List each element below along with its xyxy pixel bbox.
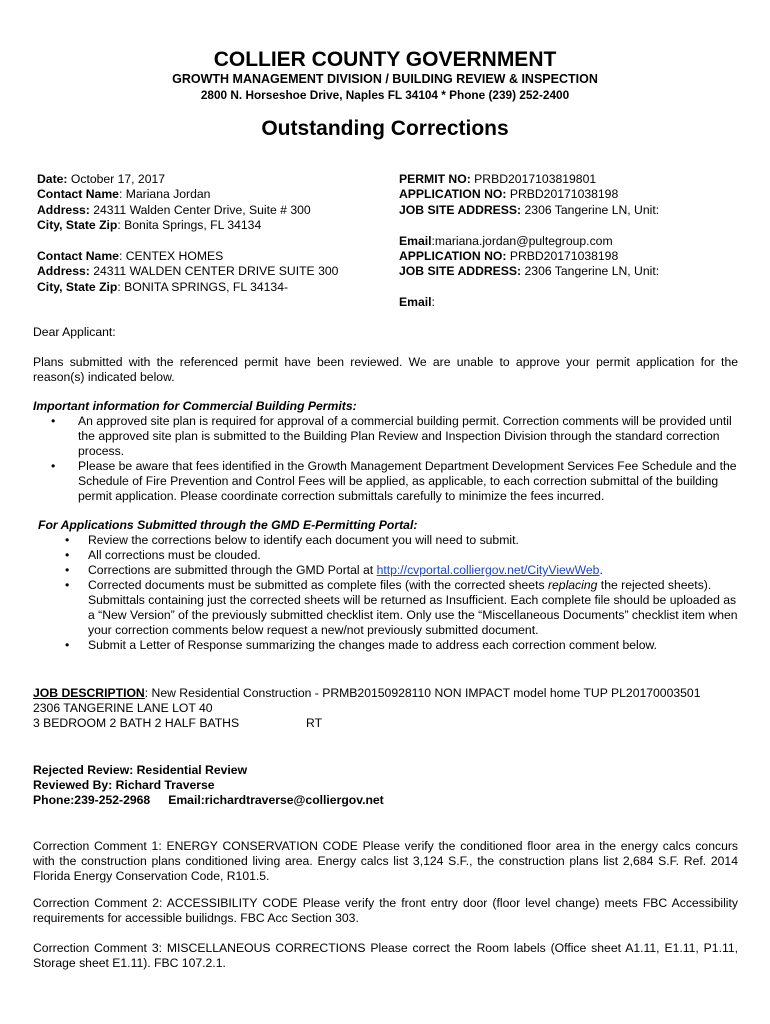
address-line bbox=[37, 264, 377, 279]
address-label: Address: bbox=[37, 264, 90, 279]
reviewer-contact bbox=[33, 793, 738, 808]
list-item-text: An approved site plan is required for approval of a commercial building permit. Correction comments will be provided until the approved site plan is submitted to the Building Plan Review and Inspection Division through the standard correction process. bbox=[78, 414, 732, 458]
application-no-label: APPLICATION NO: bbox=[399, 249, 507, 263]
list-item-text: All corrections must be clouded. bbox=[88, 548, 261, 562]
job-label: JOB DESCRIPTION bbox=[33, 686, 145, 700]
commercial-heading: Important information for Commercial Building Permits: bbox=[33, 399, 357, 413]
job-site-line bbox=[399, 264, 744, 279]
permit-no-label: PERMIT NO: bbox=[399, 172, 471, 186]
contact-block-1 bbox=[37, 172, 377, 234]
org-address: 2800 N. Horseshoe Drive, Naples FL 34104 * Phone (239) 252-2400 bbox=[200, 88, 570, 102]
application-no-value: PRBD20171038198 bbox=[506, 187, 619, 202]
list-item bbox=[38, 533, 738, 548]
contact-name-value: : CENTEX HOMES bbox=[118, 249, 224, 263]
application-no-value: PRBD20171038198 bbox=[506, 249, 619, 263]
bullet-icon: • bbox=[51, 414, 56, 428]
spacer bbox=[399, 280, 744, 295]
email-label: Email bbox=[399, 233, 432, 248]
list-item bbox=[38, 578, 738, 638]
bullet-icon: • bbox=[65, 638, 70, 652]
job-line-2: 2306 TANGERINE LANE LOT 40 bbox=[33, 701, 213, 715]
city-value: : BONITA SPRINGS, FL 34134- bbox=[117, 279, 289, 294]
bullet-icon: • bbox=[51, 459, 56, 473]
job-site-line bbox=[399, 203, 744, 218]
permit-block-2 bbox=[399, 249, 744, 311]
correction-comment-1: Correction Comment 1: ENERGY CONSERVATION CODE Please verify the conditioned floor area in the energy calcs concurs with the construction plans conditioned living area. Energy calcs list 3,124 S.F., the construction plans list 2,684 S.F. Ref. 2014 Florida Energy Conservation Code, R101.5. bbox=[33, 839, 738, 883]
list-item-text: Corrections are submitted through the GMD Portal at bbox=[88, 563, 377, 577]
portal-list bbox=[38, 533, 738, 653]
application-no-line bbox=[399, 249, 744, 264]
permit-no-line bbox=[399, 172, 744, 187]
address-line bbox=[37, 203, 377, 218]
permit-block-1 bbox=[399, 172, 744, 249]
date-line bbox=[37, 172, 377, 187]
contact-block-2 bbox=[37, 249, 377, 295]
email-line bbox=[399, 234, 744, 249]
correction-comment-3: Correction Comment 3: MISCELLANEOUS CORRECTIONS Please correct the Room labels (Office sheet A1.11, E1.11, P1.11, Storage sheet E1.11). FBC 107.2.1. bbox=[33, 941, 738, 970]
date-label: Date: bbox=[37, 172, 68, 186]
city-label: City, State Zip bbox=[37, 218, 118, 233]
address-value: 24311 WALDEN CENTER DRIVE SUITE 300 bbox=[89, 264, 339, 279]
list-item bbox=[33, 414, 738, 459]
city-label: City, State Zip bbox=[37, 279, 118, 294]
job-line-1 bbox=[33, 686, 738, 701]
date-value: October 17, 2017 bbox=[67, 172, 166, 186]
bullet-icon: • bbox=[65, 563, 70, 577]
salutation: Dear Applicant: bbox=[33, 325, 116, 339]
list-item-text-suffix: . bbox=[599, 563, 603, 577]
list-item-text: Corrected documents must be submitted as complete files (with the corrected sheets bbox=[88, 578, 548, 592]
list-item bbox=[33, 459, 738, 504]
list-item bbox=[38, 548, 738, 563]
job-site-label: JOB SITE ADDRESS: bbox=[399, 264, 522, 279]
job-site-value: 2306 Tangerine LN, Unit: bbox=[521, 264, 660, 279]
division-name: GROWTH MANAGEMENT DIVISION / BUILDING REVIEW & INSPECTION bbox=[172, 72, 598, 86]
permit-no-value: PRBD2017103819801 bbox=[470, 172, 597, 186]
job-description bbox=[33, 686, 738, 731]
contact-name-value: : Mariana Jordan bbox=[118, 187, 211, 202]
job-line-1-text: : New Residential Construction - PRMB20150928110 NON IMPACT model home TUP PL20170003501 bbox=[144, 686, 701, 700]
contact-name-line bbox=[37, 187, 377, 202]
reviewer: Reviewed By: Richard Traverse bbox=[33, 778, 215, 792]
reviewer-email: Email:richardtraverse@colliergov.net bbox=[168, 793, 384, 807]
list-item bbox=[38, 638, 738, 653]
document-title: Outstanding Corrections bbox=[261, 117, 509, 140]
spacer bbox=[399, 218, 744, 233]
list-item-text: Submit a Letter of Response summarizing the changes made to address each correction comment below. bbox=[88, 638, 658, 652]
list-item-text-rest: the rejected sheets). Submittals containing just the corrected sheets will be returned as Insufficient. Each complete file should be uploaded as a “New Version” of the previously submitted checklist item. Only use the “Miscellaneous Documents” checklist item when your correction comments below request a new/not previously submitted document. bbox=[88, 578, 738, 637]
commercial-list bbox=[33, 414, 738, 504]
commercial-section bbox=[33, 399, 738, 504]
rejected-review: Rejected Review: Residential Review bbox=[33, 763, 248, 777]
email-line bbox=[399, 295, 744, 310]
address-label: Address: bbox=[37, 202, 90, 217]
list-item-text: Please be aware that fees identified in the Growth Management Department Development Services Fee Schedule and the Schedule of Fire Prevention and Control Fees will be applied, as applicable, to each correction submittal of the building permit application. Please coordinate correction submittals carefully to minimize the fees incurred. bbox=[78, 459, 737, 503]
contact-name-line bbox=[37, 249, 377, 264]
city-line bbox=[37, 280, 377, 295]
contact-name-label: Contact Name bbox=[37, 187, 119, 202]
correction-comment-2: Correction Comment 2: ACCESSIBILITY CODE Please verify the front entry door (floor level change) meets FBC Accessibility requirements for accessible builidngs. FBC Acc Section 303. bbox=[33, 896, 738, 925]
email-value: : bbox=[431, 295, 435, 310]
bullet-icon: • bbox=[65, 578, 70, 592]
job-line-3 bbox=[33, 716, 738, 731]
intro-paragraph: Plans submitted with the referenced permit have been reviewed. We are unable to approve your permit application for the reason(s) indicated below. bbox=[33, 355, 738, 384]
application-no-line bbox=[399, 187, 744, 202]
email-value: :mariana.jordan@pultegroup.com bbox=[431, 233, 613, 248]
portal-heading: For Applications Submitted through the GMD E-Permitting Portal: bbox=[38, 518, 418, 532]
city-line bbox=[37, 218, 377, 233]
reviewer-phone: Phone:239-252-2968 bbox=[33, 793, 151, 807]
job-site-value: 2306 Tangerine LN, Unit: bbox=[521, 202, 660, 217]
list-item-emphasis: replacing bbox=[547, 578, 598, 592]
job-line-3-code: RT bbox=[306, 716, 323, 730]
portal-section bbox=[38, 518, 738, 653]
portal-link[interactable]: http://cvportal.colliergov.net/CityViewWeb bbox=[376, 563, 600, 577]
job-site-label: JOB SITE ADDRESS: bbox=[399, 202, 522, 217]
review-info bbox=[33, 763, 738, 808]
contact-name-label: Contact Name bbox=[37, 249, 119, 263]
email-label: Email bbox=[399, 295, 432, 310]
address-value: 24311 Walden Center Drive, Suite # 300 bbox=[89, 202, 311, 217]
city-value: : Bonita Springs, FL 34134 bbox=[117, 218, 262, 233]
list-item-text: Review the corrections below to identify each document you will need to submit. bbox=[88, 533, 519, 547]
job-line-3-text: 3 BEDROOM 2 BATH 2 HALF BATHS bbox=[33, 716, 240, 730]
bullet-icon: • bbox=[65, 548, 70, 562]
org-name: COLLIER COUNTY GOVERNMENT bbox=[213, 48, 557, 71]
list-item bbox=[38, 563, 738, 578]
bullet-icon: • bbox=[65, 533, 70, 547]
application-no-label: APPLICATION NO: bbox=[399, 187, 507, 202]
